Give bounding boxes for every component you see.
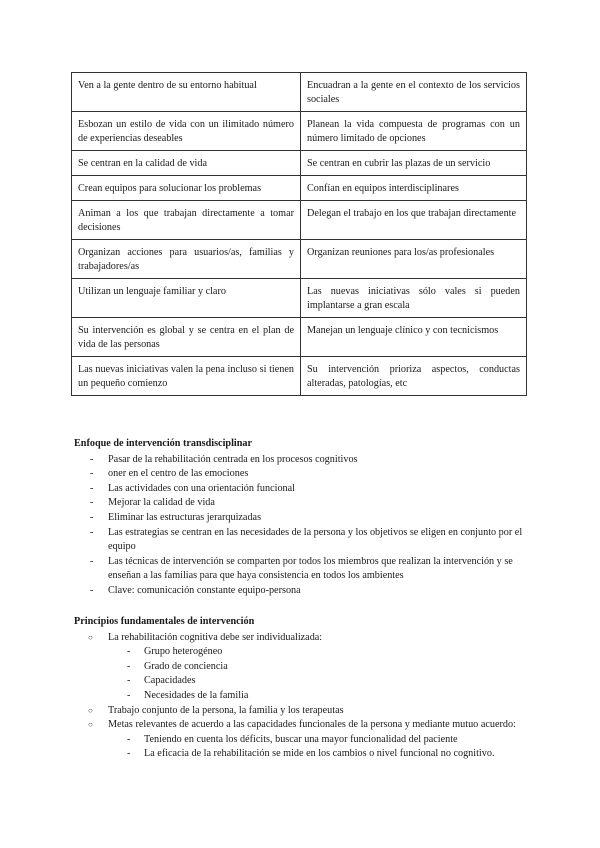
list-item <box>74 631 530 704</box>
table-cell: Delegan el trabajo en los que trabajan directamente <box>301 201 527 240</box>
sub-list <box>108 645 530 703</box>
table-cell: Utilizan un lenguaje familiar y claro <box>72 279 301 318</box>
table-cell: Confían en equipos interdisciplinares <box>301 176 527 201</box>
sub-list-item: - Teniendo en cuenta los déficits, buscar una mayor funcionalidad del paciente <box>108 733 530 748</box>
table-cell: Esbozan un estilo de vida con un ilimitado número de experiencias deseables <box>72 112 301 151</box>
list-item <box>74 704 530 719</box>
table-row <box>72 279 527 318</box>
table-row <box>72 151 527 176</box>
list-item: - Las estrategias se centran en las necesidades de la persona y los objetivos se eligen en conjunto por el equipo <box>74 526 530 555</box>
list-item: - Mejorar la calidad de vida <box>74 496 530 511</box>
sub-list-item: - Grado de conciencia <box>108 660 530 675</box>
list-item: - Las técnicas de intervención se comparten por todos los miembros que realizan la intervención y se enseñan a las familias para que haya consistencia en todos los ambientes <box>74 555 530 584</box>
sub-list-item: - Grupo heterogéneo <box>108 645 530 660</box>
table-cell: Organizan reuniones para los/as profesionales <box>301 240 527 279</box>
comparison-table <box>71 72 527 396</box>
table-cell: Animan a los que trabajan directamente a tomar decisiones <box>72 201 301 240</box>
list-item-text: Trabajo conjunto de la persona, la familia y los terapeutas <box>108 704 344 716</box>
list-item: - Las actividades con una orientación funcional <box>74 482 530 497</box>
table-row <box>72 240 527 279</box>
table-row <box>72 112 527 151</box>
table-row <box>72 357 527 396</box>
sub-list-item: - Capacidades <box>108 674 530 689</box>
list-item: - Eliminar las estructuras jerarquizadas <box>74 511 530 526</box>
table-cell: Su intervención prioriza aspectos, conductas alteradas, patologías, etc <box>301 357 527 396</box>
table-cell: Las nuevas iniciativas valen la pena incluso si tienen un pequeño comienzo <box>72 357 301 396</box>
table-row <box>72 318 527 357</box>
table-cell: Su intervención es global y se centra en el plan de vida de las personas <box>72 318 301 357</box>
sub-list-item: - La eficacia de la rehabilitación se mide en los cambios o nivel funcional no cognitivo. <box>108 747 530 762</box>
table-cell: Las nuevas iniciativas sólo vales si pueden implantarse a gran escala <box>301 279 527 318</box>
table-row <box>72 201 527 240</box>
table-row <box>72 73 527 112</box>
sub-list <box>108 733 530 762</box>
table-cell: Planean la vida compuesta de programas con un número limitado de opciones <box>301 112 527 151</box>
list-item-text: La rehabilitación cognitiva debe ser individualizada: <box>108 631 323 643</box>
table-cell: Manejan un lenguaje clínico y con tecnicismos <box>301 318 527 357</box>
sub-list-item: - Necesidades de la familia <box>108 689 530 704</box>
section-heading: Enfoque de intervención transdisciplinar <box>74 438 253 449</box>
table-row <box>72 176 527 201</box>
list-item: - oner en el centro de las emociones <box>74 467 530 482</box>
list-item: - Clave: comunicación constante equipo-persona <box>74 584 530 599</box>
table-cell: Crean equipos para solucionar los problemas <box>72 176 301 201</box>
table-cell: Se centran en cubrir las plazas de un servicio <box>301 151 527 176</box>
list-item-text: Metas relevantes de acuerdo a las capacidades funcionales de la persona y mediante mutuo acuerdo: <box>108 719 516 731</box>
table-cell: Ven a la gente dentro de su entorno habitual <box>72 73 301 112</box>
list-item: - Pasar de la rehabilitación centrada en los procesos cognitivos <box>74 453 530 468</box>
bullet-list <box>74 631 530 762</box>
table-cell: Organizan acciones para usuarios/as, familias y trabajadores/as <box>72 240 301 279</box>
table-cell: Se centran en la calidad de vida <box>72 151 301 176</box>
section-heading: Principios fundamentales de intervención <box>74 616 255 627</box>
transdisciplinar-section <box>74 437 530 599</box>
bullet-list <box>74 453 530 599</box>
principios-section <box>74 615 530 762</box>
list-item <box>74 718 530 762</box>
table-cell: Encuadran a la gente en el contexto de los servicios sociales <box>301 73 527 112</box>
